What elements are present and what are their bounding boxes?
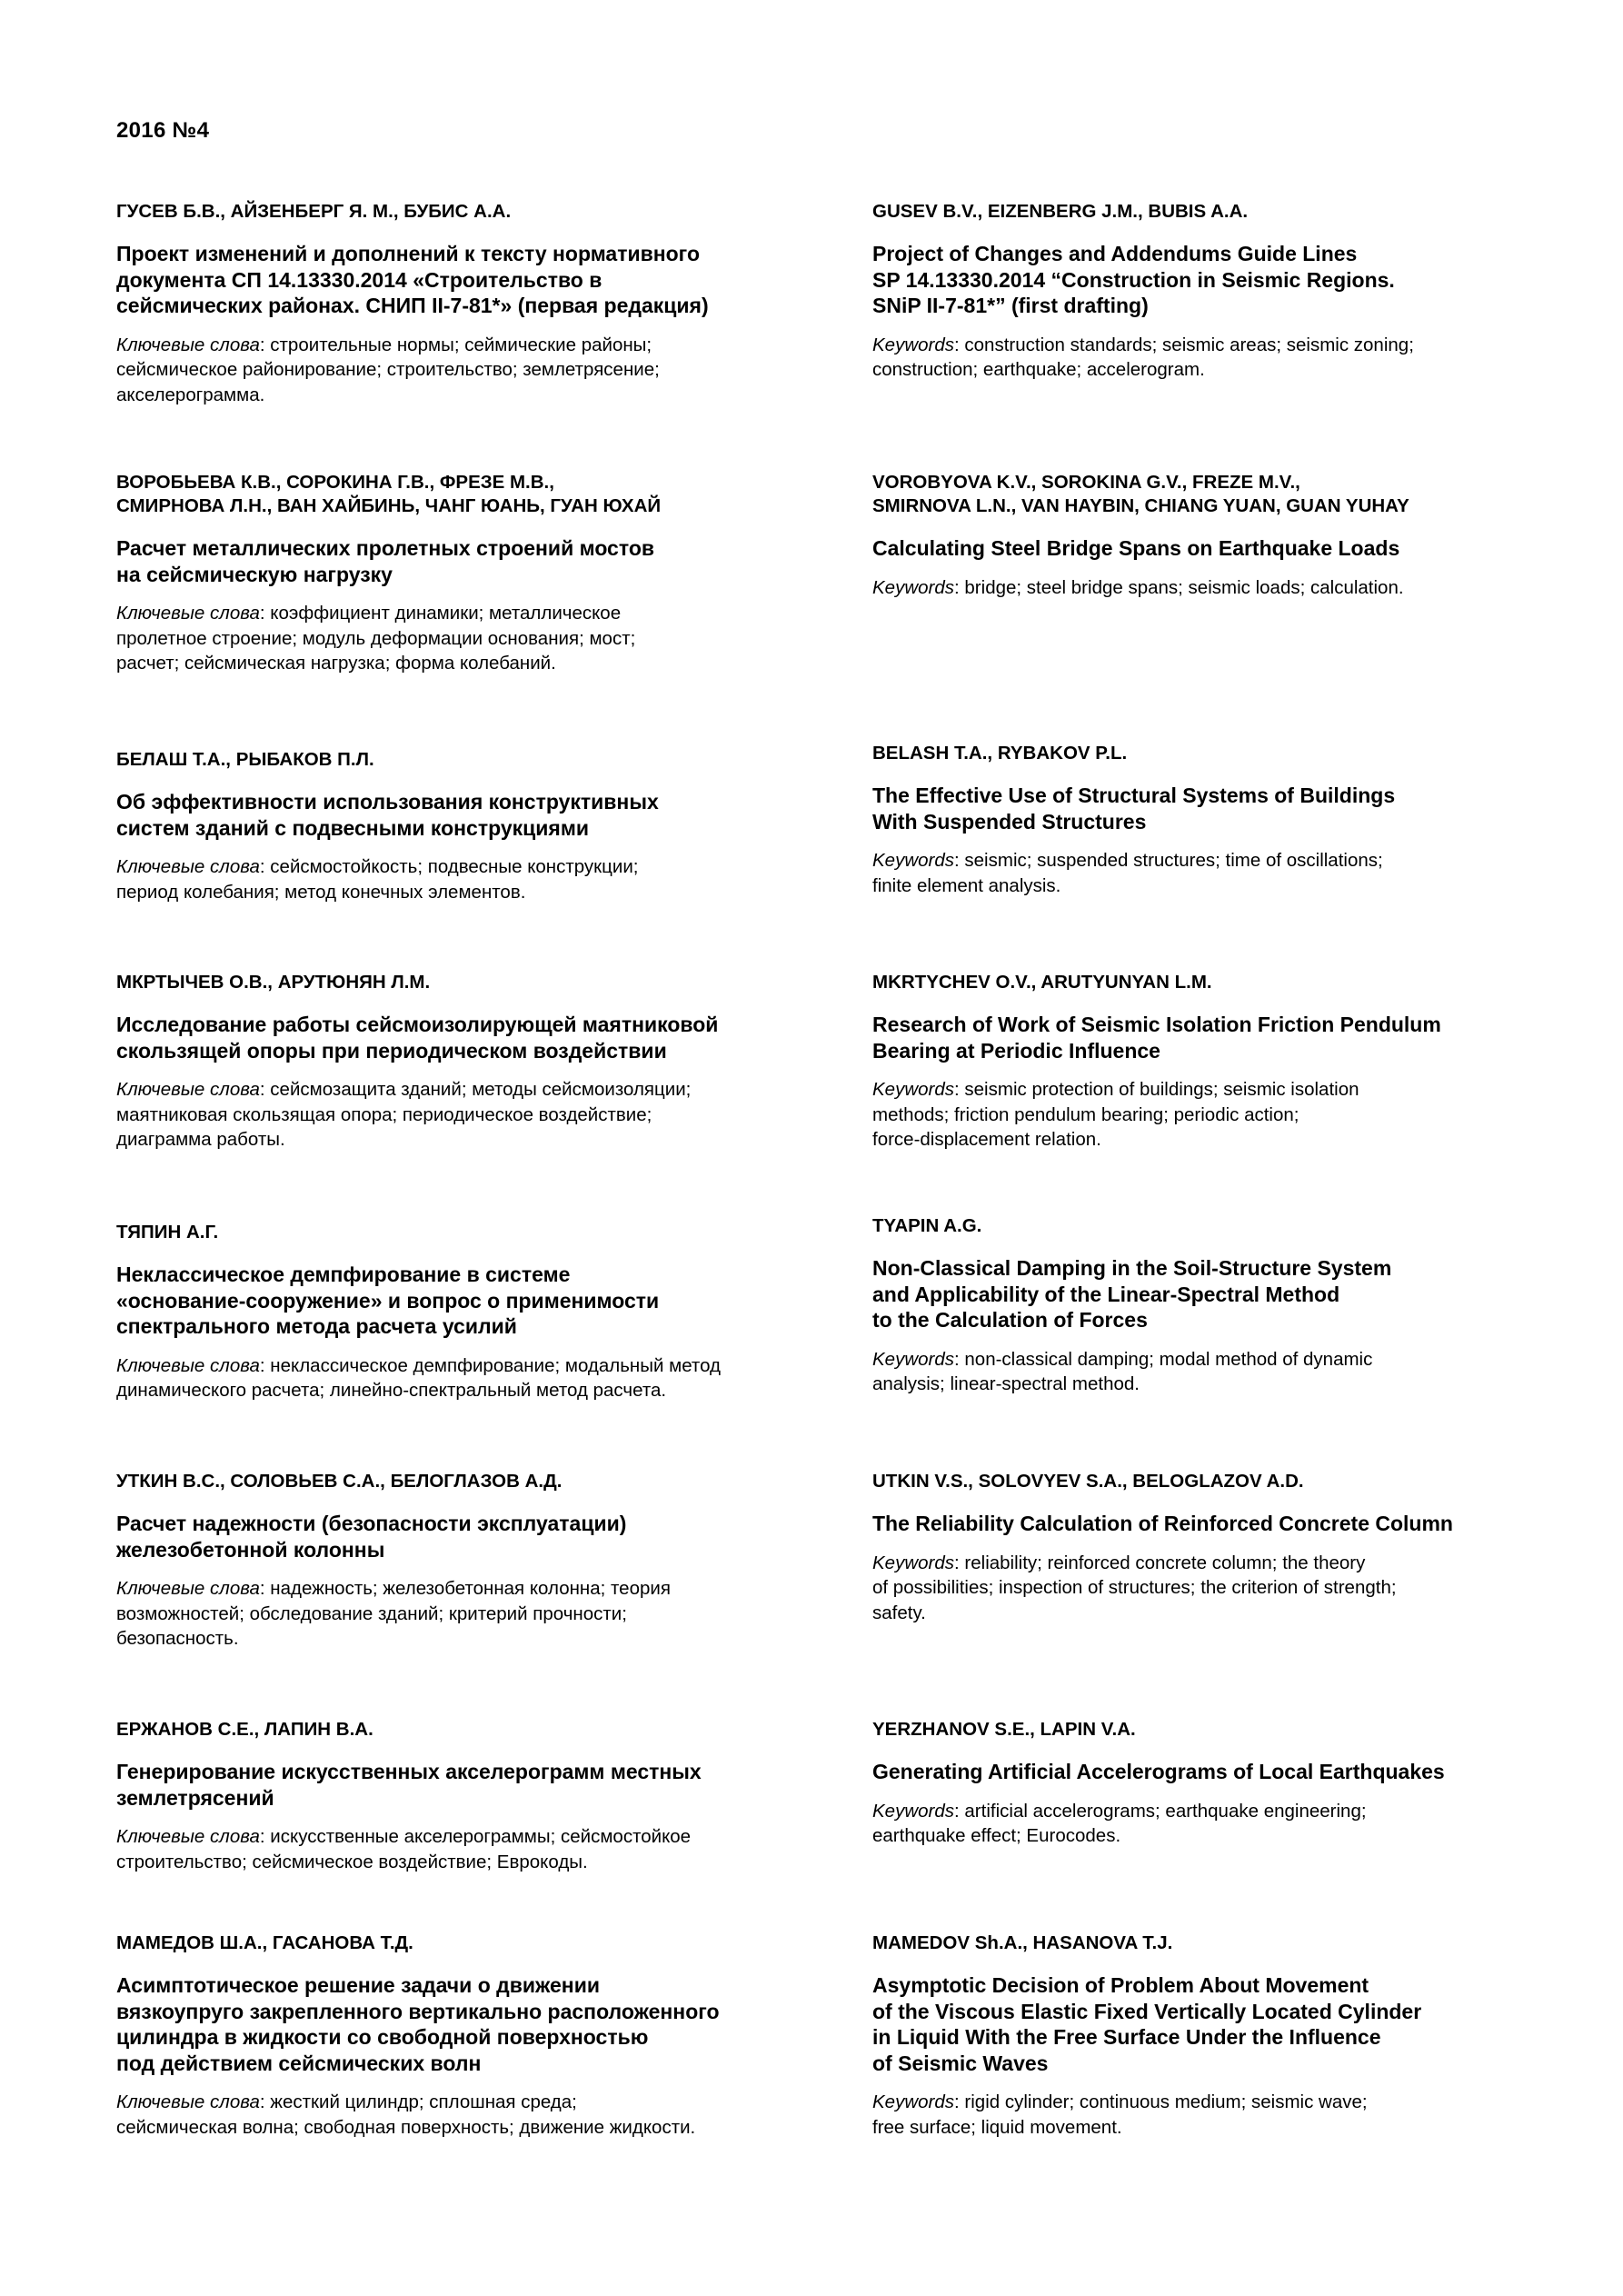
article-authors: ГУСЕВ Б.В., АЙЗЕНБЕРГ Я. М., БУБИС А.А.	[116, 201, 512, 222]
article-keywords	[872, 1799, 1540, 1849]
article-keywords	[116, 1576, 825, 1652]
article-authors: МАМЕДОВ Ш.А., ГАСАНОВА Т.Д.	[116, 1932, 413, 1953]
article-keywords	[872, 333, 1540, 383]
keywords-label: Keywords	[872, 576, 955, 598]
article-title: Calculating Steel Bridge Spans on Earthquake Loads	[872, 536, 1400, 560]
keywords-text: : жесткий цилиндр; сплошная среда; сейсмическая волна; свободная поверхность; движение жидкости.	[116, 2091, 696, 2138]
article-keywords	[116, 1353, 825, 1403]
keywords-label: Keywords	[872, 850, 955, 871]
article-keywords	[872, 1077, 1540, 1153]
article-authors: УТКИН В.С., СОЛОВЬЕВ С.А., БЕЛОГЛАЗОВ А.Д.	[116, 1471, 563, 1492]
article-authors: MKRTYCHEV O.V., ARUTYUNYAN L.M.	[872, 972, 1212, 993]
keywords-label: Ключевые слова	[116, 1079, 260, 1100]
keywords-text: : rigid cylinder; continuous medium; seismic wave; free surface; liquid movement.	[872, 2091, 1368, 2138]
keywords-label: Ключевые слова	[116, 856, 260, 877]
article-title: Project of Changes and Addendums Guide Lines SP 14.13330.2014 “Construction in Seismic Regions. SNiP II-7-81*” (first drafting)	[872, 242, 1395, 317]
keywords-label: Keywords	[872, 1552, 955, 1573]
article-title: Исследование работы сейсмоизолирующей маятниковой скользящей опоры при периодическом воздействии	[116, 1013, 719, 1063]
keywords-label: Ключевые слова	[116, 1354, 260, 1376]
keywords-label: Keywords	[872, 1800, 955, 1822]
keywords-text: : construction standards; seismic areas; seismic zoning; construction; earthquake; accelerogram.	[872, 334, 1414, 380]
keywords-label: Ключевые слова	[116, 2091, 260, 2112]
keywords-text: : bridge; steel bridge spans; seismic loads; calculation.	[954, 576, 1404, 598]
article-ru-1	[116, 200, 825, 407]
keywords-label: Ключевые слова	[116, 603, 260, 624]
article-authors: UTKIN V.S., SOLOVYEV S.A., BELOGLAZOV A.D.	[872, 1471, 1304, 1492]
article-authors: MAMEDOV Sh.A., HASANOVA T.J.	[872, 1932, 1173, 1953]
article-authors: TYAPIN A.G.	[872, 1215, 982, 1236]
article-title: Non-Classical Damping in the Soil-Structure System and Applicability of the Linear-Spectral Method to the Calculation of Forces	[872, 1256, 1392, 1332]
article-en-4	[872, 971, 1540, 1153]
keywords-label: Ключевые слова	[116, 334, 260, 355]
keywords-label: Keywords	[872, 1079, 955, 1100]
keywords-text: : искусственные акселерограммы; сейсмостойкое строительство; сейсмическое воздействие; Еврокоды.	[116, 1826, 692, 1872]
article-title: Asymptotic Decision of Problem About Movement of the Viscous Elastic Fixed Vertically Located Cylinder in Liquid With the Free Surface Under the Influence of Seismic Waves	[872, 1973, 1422, 2075]
keywords-text: : non-classical damping; modal method of dynamic analysis; linear-spectral method.	[872, 1348, 1373, 1394]
keywords-text: : reliability; reinforced concrete column; the theory of possibilities; inspection of structures; the criterion of strength; safety.	[872, 1552, 1397, 1623]
keywords-text: : seismic protection of buildings; seismic isolation methods; friction pendulum bearing; periodic action; force-displacement relation.	[872, 1079, 1359, 1150]
article-keywords	[116, 1824, 825, 1874]
article-en-7	[872, 1718, 1540, 1849]
article-keywords	[116, 1077, 825, 1153]
article-title: Асимптотическое решение задачи о движении вязкоупруго закрепленного вертикально расположенного цилиндра в жидкости со свободной поверхностью под действием сейсмических волн	[116, 1973, 720, 2075]
keywords-text: : неклассическое демпфирование; модальный метод динамического расчета; линейно-спектральный метод расчета.	[116, 1354, 722, 1401]
article-keywords	[116, 854, 825, 904]
article-title: Проект изменений и дополнений к тексту нормативного документа СП 14.13330.2014 «Строительство в сейсмических районах. СНИП II-7-81*» (первая редакция)	[116, 242, 709, 317]
article-title: Расчет надежности (безопасности эксплуатации) железобетонной колонны	[116, 1512, 627, 1562]
article-authors: МКРТЫЧЕВ О.В., АРУТЮНЯН Л.М.	[116, 972, 431, 993]
keywords-text: : artificial accelerograms; earthquake engineering; earthquake effect; Eurocodes.	[872, 1800, 1367, 1846]
article-ru-8	[116, 1932, 825, 2140]
article-en-3	[872, 742, 1540, 898]
article-keywords	[116, 601, 825, 676]
article-keywords	[116, 2090, 825, 2140]
keywords-label: Keywords	[872, 2091, 955, 2112]
article-keywords	[872, 848, 1540, 898]
article-title: The Effective Use of Structural Systems of Buildings With Suspended Structures	[872, 784, 1396, 834]
article-keywords	[872, 1347, 1540, 1397]
article-authors: БЕЛАШ Т.А., РЫБАКОВ П.Л.	[116, 749, 374, 770]
keywords-text: : надежность; железобетонная колонна; теория возможностей; обследование зданий; критерий прочности; безопасность.	[116, 1578, 671, 1649]
article-title: The Reliability Calculation of Reinforced Concrete Column	[872, 1512, 1453, 1535]
article-title: Research of Work of Seismic Isolation Friction Pendulum Bearing at Periodic Influence	[872, 1013, 1441, 1063]
article-en-6	[872, 1470, 1540, 1625]
article-authors: ТЯПИН А.Г.	[116, 1222, 219, 1243]
article-ru-3	[116, 748, 825, 904]
article-ru-7	[116, 1718, 825, 1874]
article-title: Неклассическое демпфирование в системе «основание-сооружение» и вопрос о применимости спектрального метода расчета усилий	[116, 1263, 660, 1338]
article-authors: ВОРОБЬЕВА К.В., СОРОКИНА Г.В., ФРЕЗЕ М.В., СМИРНОВА Л.Н., ВАН ХАЙБИНЬ, ЧАНГ ЮАНЬ, ГУАН ЮХАЙ	[116, 472, 662, 516]
keywords-text: : сейсмостойкость; подвесные конструкции; период колебания; метод конечных элементов.	[116, 856, 639, 903]
article-authors: GUSEV B.V., EIZENBERG J.M., BUBIS A.A.	[872, 201, 1249, 222]
article-ru-2	[116, 471, 825, 676]
article-ru-5	[116, 1221, 825, 1403]
article-en-1	[872, 200, 1540, 383]
article-en-8	[872, 1932, 1540, 2140]
article-title: Генерирование искусственных акселерограмм местных землетрясений	[116, 1760, 702, 1810]
article-keywords	[872, 1551, 1540, 1626]
article-ru-6	[116, 1470, 825, 1652]
article-title: Об эффективности использования конструктивных систем зданий с подвесными конструкциями	[116, 790, 659, 840]
keywords-label: Ключевые слова	[116, 1578, 260, 1599]
article-keywords	[872, 2090, 1540, 2140]
keywords-label: Keywords	[872, 1348, 955, 1370]
keywords-text: : коэффициент динамики; металлическое пролетное строение; модуль деформации основания; мост; расчет; сейсмическая нагрузка; форма колебаний.	[116, 603, 636, 674]
article-keywords	[872, 575, 1540, 601]
article-ru-4	[116, 971, 825, 1153]
article-authors: VOROBYOVA K.V., SOROKINA G.V., FREZE M.V., SMIRNOVA L.N., VAN HAYBIN, CHIANG YUAN, GUAN YUHAY	[872, 472, 1409, 516]
keywords-text: : seismic; suspended structures; time of oscillations; finite element analysis.	[872, 850, 1383, 896]
article-keywords	[116, 333, 825, 408]
article-authors: BELASH T.A., RYBAKOV P.L.	[872, 743, 1128, 764]
article-en-2	[872, 471, 1540, 600]
issue-number: 2016 №4	[116, 118, 210, 143]
keywords-text: : сейсмозащита зданий; методы сейсмоизоляции; маятниковая скользящая опора; периодическое воздействие; диаграмма работы.	[116, 1079, 692, 1150]
keywords-label: Ключевые слова	[116, 1826, 260, 1847]
article-authors: ЕРЖАНОВ С.Е., ЛАПИН В.А.	[116, 1719, 373, 1740]
article-authors: YERZHANOV S.E., LAPIN V.A.	[872, 1719, 1136, 1740]
keywords-text: : строительные нормы; сеймические районы; сейсмическое районирование; строительство; землетрясение; акселерограмма.	[116, 334, 660, 405]
article-title: Generating Artificial Accelerograms of Local Earthquakes	[872, 1760, 1445, 1783]
article-en-5	[872, 1214, 1540, 1397]
keywords-label: Keywords	[872, 334, 955, 355]
article-title: Расчет металлических пролетных строений мостов на сейсмическую нагрузку	[116, 536, 655, 586]
